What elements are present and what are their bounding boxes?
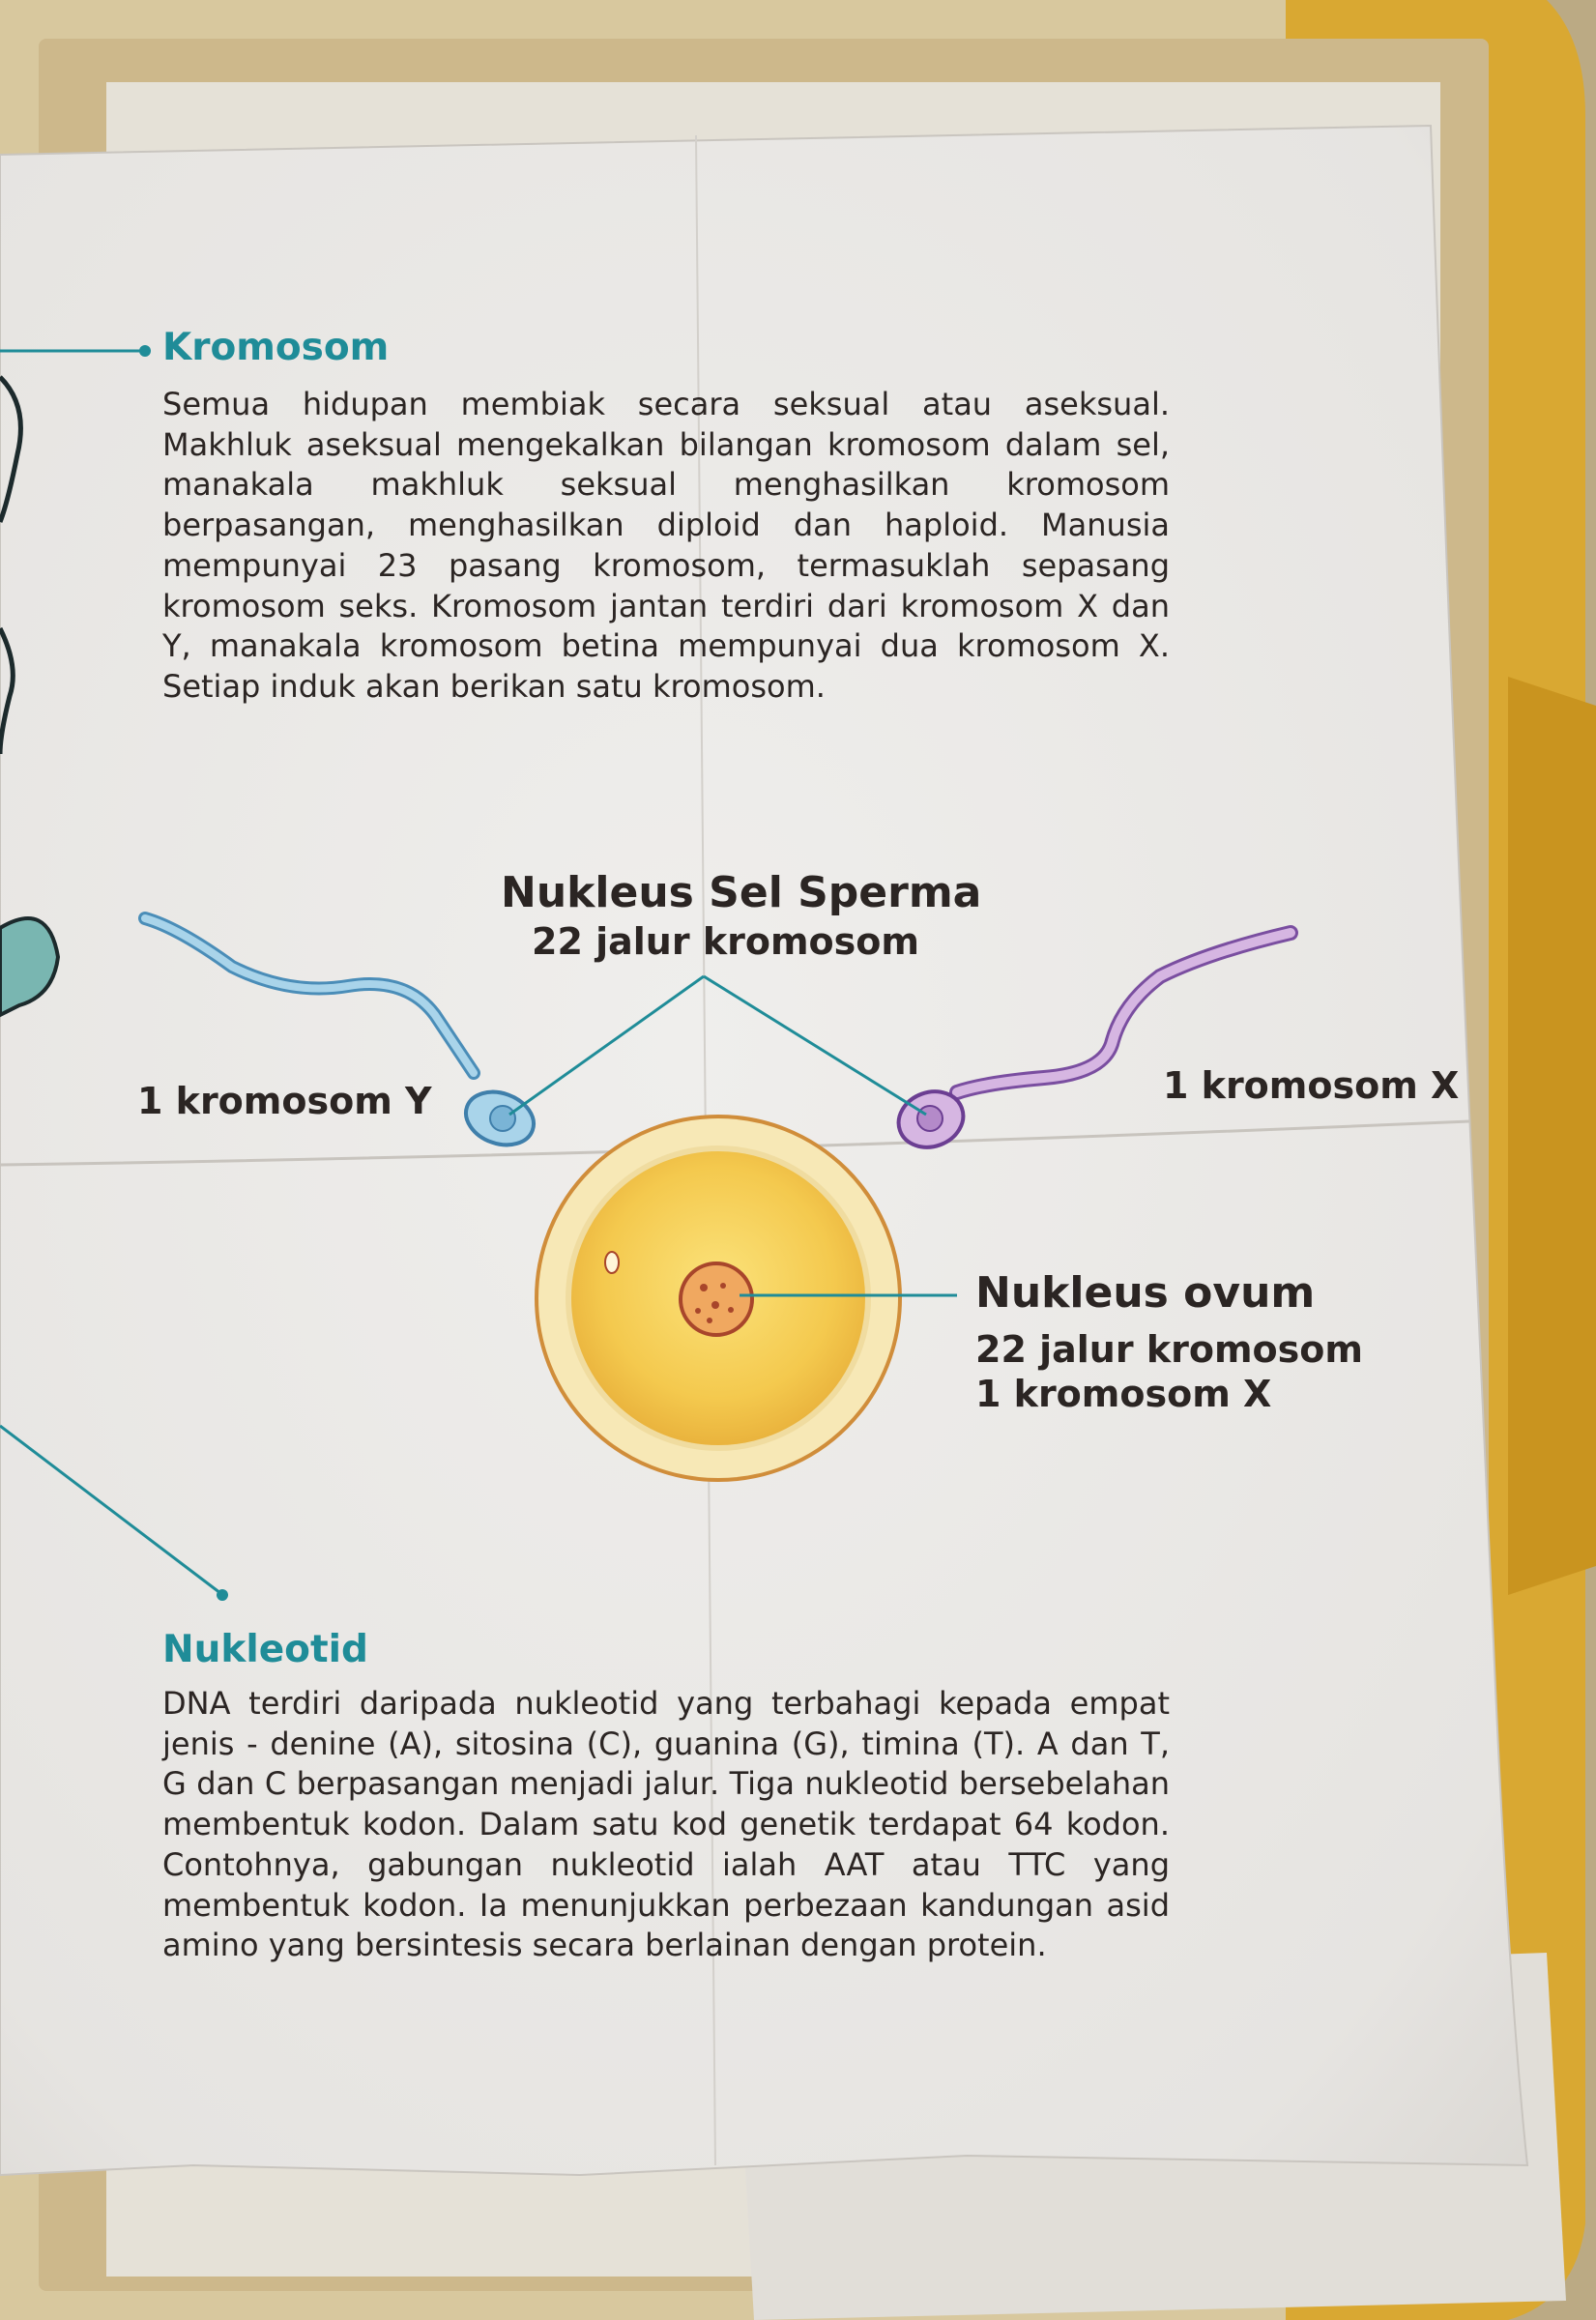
sperm-nucleus-subtitle: 22 jalur kromosom [532,920,919,963]
sperm-y-label: 1 kromosom Y [137,1080,432,1122]
kromosom-heading: Kromosom [162,326,390,369]
ovum-nucleus-title: Nukleus ovum [975,1268,1316,1318]
kromosom-pointer-dot [139,345,151,357]
kromosom-paragraph: Semua hidupan membiak secara seksual atau aseksual. Makhluk aseksual mengekalkan bilangan kromosom dalam sel, manakala makhluk seksual menghasilkan kromosom berpasangan, menghasilkan diploid dan haploid. Manusia mempunyai 23 pasang kromosom, termasuklah sepasang kromosom seks. Kromosom jantan terdiri dari kromosom X dan Y, manakala kromosom betina mempunyai dua kromosom X. Setiap induk akan berikan satu kromosom. [162,386,1170,705]
ovum-illustration [537,1116,900,1480]
nukleotid-heading: Nukleotid [162,1628,368,1671]
nukleotid-paragraph: DNA terdiri daripada nukleotid yang terbahagi kepada empat jenis - denine (A), sitosina (C), guanina (G), timina (T). A dan T, G dan C berpasangan menjadi jalur. Tiga nukleotid bersebelahan membentuk kodon. Dalam satu kod genetik terdapat 64 kodon. Contohnya, gabungan nukleotid ialah AAT atau TTC yang membentuk kodon. Ia menunjukkan perbezaan kandungan asid amino yang bersintesis secara berlainan dengan protein. [162,1685,1170,1964]
sperm-x-label: 1 kromosom X [1163,1064,1460,1107]
nukleotid-pointer-dot [217,1589,228,1601]
sperm-nucleus-title: Nukleus Sel Sperma [501,868,982,917]
folder-tab-edge [1508,677,1596,1595]
ovum-chromosome-count: 22 jalur kromosom [975,1328,1363,1371]
ovum-x-chromosome: 1 kromosom X [975,1373,1272,1415]
